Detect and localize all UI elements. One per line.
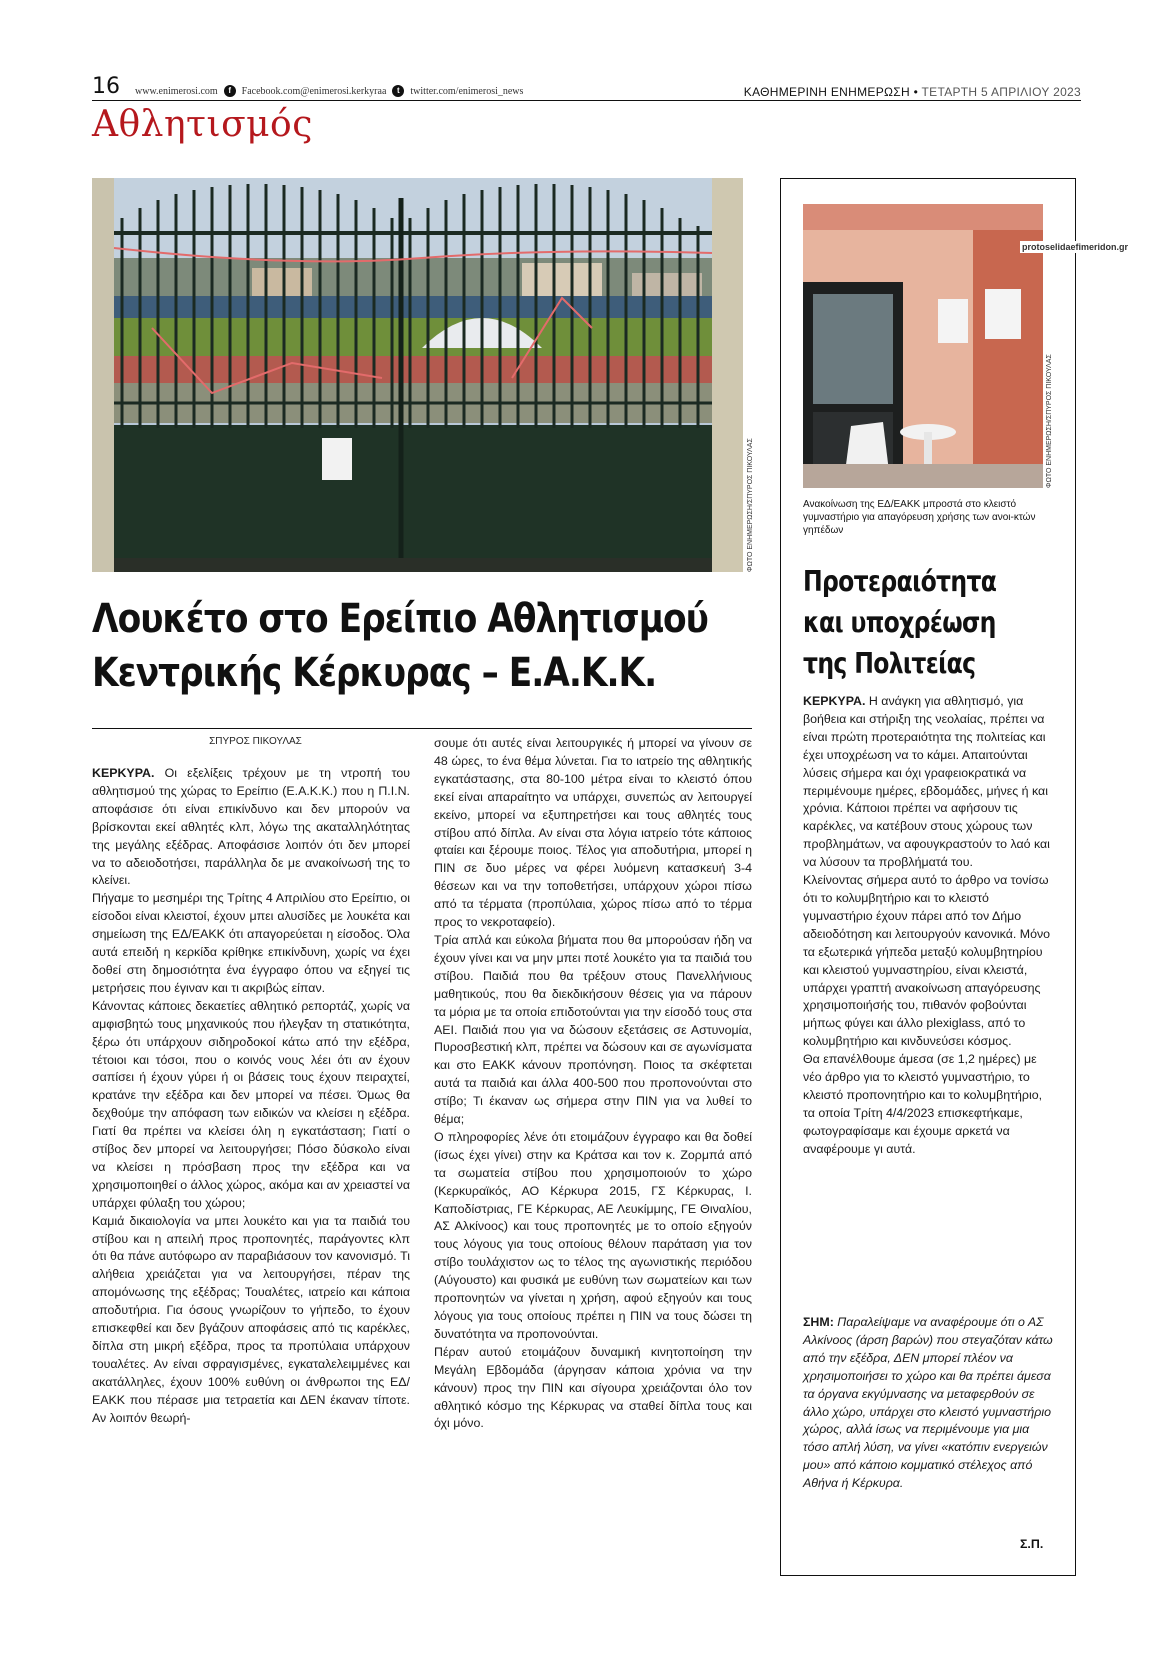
- facebook-icon: f: [224, 85, 236, 97]
- website-link[interactable]: www.enimerosi.com: [135, 85, 218, 97]
- paragraph: Ο πληροφορίες λένε ότι ετοιμάζουν έγγραφο και θα δοθεί (ίσως έχει γίνει) στην κα Κράτσα και τον κ. Ζορμπά από τα σωματεία στίβου που χρησιμοποιούν το χώρο (Κερκυραϊκός, ΑΟ Κέρκυρα 2015, ΓΣ Κέρκυρας, Ι. Καποδίστριας, ΓΕ Κέρκυρας, ΑΕ Λευκίμμης, ΓΕ Θιναλίου, ΑΣ Αλκίνοος) και τους προπονητές με το οποίο εξηγούν τους λόγους για τους οποίους θέλουν παράταση για τον στίβο τουλάχιστον ως το τέλος της αγωνιστικής περιόδου (Αύγουστο) και φυσικά με ευθύνη των σωματείων και των προπονητών να γίνεται η χρήση, αφού εξηγούν και τους λόγους για τους οποίους πρέπει η ΠΙΝ να τους δώσει τη δυνατότητα να προπονούνται.: [434, 1129, 752, 1341]
- article-column-2: [434, 735, 752, 1433]
- twitter-link[interactable]: twitter.com/enimerosi_news: [410, 85, 524, 97]
- sidebar-photo-credit: ΦΩΤΟ ΕΝΗΜΕΡΩΣΗ/ΣΠΥΡΟΣ ΠΙΚΟΥΛΑΣ: [1046, 354, 1053, 488]
- facebook-link[interactable]: Facebook.com@enimerosi.kerkyraa: [241, 85, 387, 97]
- twitter-icon: t: [392, 85, 404, 97]
- sidebar-body: [803, 693, 1053, 1159]
- paragraph: Πέραν αυτού ετοιμάζουν δυναμική κινητοποίηση την Μεγάλη Εβδομάδα (άργησαν κάποια χρόνια να την κάνουν) προς την ΠΙΝ και σίγουρα χρειάζονται όλο τον αθλητικό κόσμο της Κέρκυρας να σταθεί δίπλα τους και όχι μόνο.: [434, 1344, 752, 1431]
- sidebar-photo: [803, 204, 1043, 488]
- paragraph: Κάνοντας κάποιες δεκαετίες αθλητικό ρεπορτάζ, χωρίς να αμφισβητώ τους μηχανικούς που ήλεγξαν τη στατικότητα, ξέρω ότι υπάρχουν σιδηροδοκοί κάτω από την εξέδρα, τέτοιοι και τόσοι, που ο κοινός νους λέει ότι αν έχουν σαπίσει ή έχουν γύρει ή οι βάσεις τους έχουν πειραχτεί, κρατάνε την εξέδρα και δεν μπορεί να πέσει. Όμως θα δεχθούμε την απόφαση των ειδικών να κλείσει η εξέδρα. Γιατί θα πρέπει να κλείσει όλη η εγκατάσταση; Γιατί ο στίβος δεν μπορεί να λειτουργήσει; Πόσο δύσκολο είναι να κλείσει η πρόσβαση προς την εξέδρα και να χρησιμοποιηθεί ο άλλος χώρος, ακόμα και αν χρειαστεί να υπάρχει φύλαξη του χώρου;: [92, 998, 410, 1210]
- paragraph: Καμιά δικαιολογία να μπει λουκέτο και για τα παιδιά του στίβου και η απειλή προς προπονητές, παράγοντες κλπ ότι θα πάνε αυτόφωρο αν παραβιάσουν τον κανονισμό. Τι αλήθεια χρειάζεται για να λειτουργήσει, πέραν της απομόνωσης της εξέδρας; Τουαλέτες, ιατρείο και κάποια αποδυτήρια. Για όσους γνωρίζουν το γήπεδο, το έχουν επισκεφθεί και δεν βγάζουν αποφάσεις από τις καρέκλες, δίπλα στη μικρή εξέδρα, προς τα προπύλαια υπάρχουν τουαλέτες. Αν είναι σφραγισμένες, εγκαταλελειμμένες και ακατάλληλες, έχουν 100% ευθύνη οι άνθρωποι της ΕΔ/ΕΑΚΚ που πέρασε μια τετραετία και ΔΕΝ έκαναν τίποτε. Αν λοιπόν θεωρή-: [92, 1213, 410, 1425]
- page-number: 16: [92, 74, 120, 99]
- dateline: ΚΕΡΚΥΡΑ.: [92, 766, 155, 780]
- byline: ΣΠΥΡΟΣ ΠΙΚΟΥΛΑΣ: [209, 736, 302, 747]
- paragraph: σουμε ότι αυτές είναι λειτουργικές ή μπορεί να γίνουν σε 48 ώρες, το ένα θέμα λύνεται. Για το ιατρείο της αθλητικής εγκατάστασης, στα 80-100 μέτρα είναι το κλειστό όπου εκεί είναι απαραίτητο να υπάρχει, συνεπώς αν λειτουργεί εκείνο, μπορεί να εξυπηρετήσει και τους αθλητές τους στίβου από δίπλα. Αν είναι στα λόγια ιατρείο τότε κάποιος φταίει και ξέρουμε ποιος. Τέλος για αποδυτήρια, μπορεί η ΠΙΝ σε δυο μέρες να φέρει λυόμενη κατασκευή 3-4 θέσεων και να την τοποθετήσει, υπάρχουν χώροι πίσω από τα τέρματα (προπύλαια, χώρος πίσω από το τέρμα προς το νεκροταφείο).: [434, 736, 752, 930]
- note-label: ΣΗΜ:: [803, 1315, 834, 1329]
- publication-name: ΚΑΘΗΜΕΡΙΝΗ ΕΝΗΜΕΡΩΣΗ •: [743, 85, 919, 99]
- issue-date: ΤΕΤΑΡΤΗ 5 ΑΠΡΙΛΙΟΥ 2023: [921, 85, 1081, 99]
- paragraph: Θα επανέλθουμε άμεσα (σε 1,2 ημέρες) με νέο άρθρο για το κλειστό γυμναστήριο, το κλειστό προπονητήριο και το κολυμβητήριο, τα οποία Τρίτη 4/4/2023 επισκεφτήκαμε, φωτογραφίσαμε και έχουμε αρκετά να αναφέρουμε γι αυτά.: [803, 1052, 1043, 1156]
- article-headline: [92, 592, 746, 700]
- headline-rule: [92, 728, 752, 729]
- gym-entrance-illustration: [803, 204, 1043, 488]
- stadium-gate-illustration: [92, 178, 743, 572]
- headline-line-1: Λουκέτο στο Ερείπιο Αθλητισμού: [92, 596, 708, 642]
- masthead-info: [744, 85, 1081, 99]
- note-text: Παραλείψαμε να αναφέρουμε ότι ο ΑΣ Αλκίνοος (άρση βαρών) που στεγαζόταν κάτω από την εξέδρα, ΔΕΝ μπορεί πλέον να χρησιμοποιήσει το χώρο και θα πρέπει άμεσα τα όργανα εκγύμνασης να μεταφερθούν σε άλλο χώρο, υπάρχει στο κλειστό γυμναστήριο χώρος, αλλά ίσως να περιμένουμε για μια τόσο απλή λύση, να γίνει «κατόπιν ενεργειών μου» από κάποιο κομματικό στέλεχος από Αθήνα ή Κέρκυρα.: [803, 1315, 1053, 1491]
- main-photo: [92, 178, 743, 572]
- sidebar-photo-caption: Ανακοίνωση της ΕΔ/ΕΑΚΚ μπροστά στο κλειστό γυμναστήριο για απαγόρευση χρήσης των ανοι-κτών γηπέδων: [803, 499, 1036, 536]
- sidebar-headline: Προτεραιότητα και υποχρέωση της Πολιτείας: [803, 565, 997, 680]
- paragraph: Κλείνοντας σήμερα αυτό το άρθρο να τονίσω ότι το κολυμβητήριο και το κλειστό γυμναστήριο έχουν πάρει από τον Δήμο αδειοδότηση και λειτουργούν κανονικά. Μόνο τα εξωτερικά γήπεδα μεταξύ κολυμβητηρίου και κλειστού γυμναστηρίου, είναι κλειστά, υπάρχει γραπτή ανακοίνωση απαγόρευσης χρησιμοποιήσής του, πιθανόν φοβούνται μήπως φύγει και άλλο plexiglass, από το κολυμβητήριο και κινδυνεύσει κόσμος.: [803, 873, 1051, 1049]
- main-photo-credit: ΦΩΤΟ ΕΝΗΜΕΡΩΣΗ/ΣΠΥΡΟΣ ΠΙΚΟΥΛΑΣ: [747, 438, 754, 572]
- article-column-1: [92, 765, 410, 1428]
- section-title: Αθλητισμός: [92, 104, 313, 145]
- header-rule: [92, 100, 1081, 101]
- dateline: ΚΕΡΚΥΡΑ.: [803, 694, 866, 708]
- paragraph: Τρία απλά και εύκολα βήματα που θα μπορούσαν ήδη να έχουν γίνει και να μην μπει ποτέ λουκέτο για τα παιδιά του στίβου. Παιδιά που θα τρέξουν στους Πανελλήνιους μαθητικούς, που θα διεκδικήσουν θέσεις για να πάρουν τα μόρια με τα οποία επιδοτούνται για την είσοδό τους στα ΑΕΙ. Παιδιά που για να δώσουν εξετάσεις σε Αστυνομία, Πυροσβεστική κλπ, πρέπει να δώσουν και σε αγωνίσματα και στο ΕΑΚΚ κάνουν προπόνηση. Ποιος τα σκέφτεται αυτά τα παιδιά και άλλα 400-500 που προπονούνται στο στίβο; Τι έκαναν ως σήμερα στην ΠΙΝ για να λυθεί το θέμα;: [434, 932, 752, 1127]
- sidebar-note: [803, 1314, 1053, 1493]
- paragraph: ΚΕΡΚΥΡΑ. Η ανάγκη για αθλητισμό, για βοήθεια και στήριξη της νεολαίας, πρέπει να είναι πρώτη προτεραιότητα της πολιτείας και έχει υποχρέωση να το κάμει. Απαιτούνται λύσεις σήμερα και όχι γραφειοκρατικά να περιμένουμε ημέρες, εβδομάδες, μήνες ή και χρόνια. Κάποιοι πρέπει να αφήσουν τις καρέκλες, να κατέβουν στους χώρους των προβλημάτων, να αφουγκραστούν το λαό και να λύσουν τα προβλήματά του.: [803, 694, 1050, 870]
- paragraph: Πήγαμε το μεσημέρι της Τρίτης 4 Απριλίου στο Ερείπιο, οι είσοδοι είναι κλειστοί, έχουν μπει αλυσίδες με λουκέτα και σημείωση της ΕΔ/ΕΑΚΚ ότι απαγορεύεται η είσοδος. Όλα αυτά επειδή η κερκίδα κρίθηκε επικίνδυνη, χωρίς να έχει δοθεί στη δημοσιότητα ένα έγγραφο όπου να εξηγεί τις μετρήσεις που έγιναν και τι ακριβώς είπαν.: [92, 891, 410, 995]
- watermark: protoselidaefimeridon.gr: [1022, 242, 1129, 252]
- headline-line-2: Κεντρικής Κέρκυρας – Ε.Α.Κ.Κ.: [92, 650, 657, 696]
- paragraph: ΚΕΡΚΥΡΑ. Οι εξελίξεις τρέχουν με τη ντροπή του αθλητισμού της χώρας το Ερείπιο (Ε.Α.Κ.Κ.) που η Π.Ι.Ν. αποφάσισε ότι είναι επικίνδυνο και δεν μπορούν να βρίσκονται εκεί αθλητές κλπ, λόγω της ακαταλληλότητας της μεγάλης εξέδρας. Αποφάσισε λοιπόν ότι δεν μπορεί να το αδειοδοτήσει, παράλληλα δε με ανακοίνωσή της το κλείνει.: [92, 766, 410, 888]
- header-links: [135, 85, 523, 97]
- author-initials: Σ.Π.: [1020, 1537, 1044, 1551]
